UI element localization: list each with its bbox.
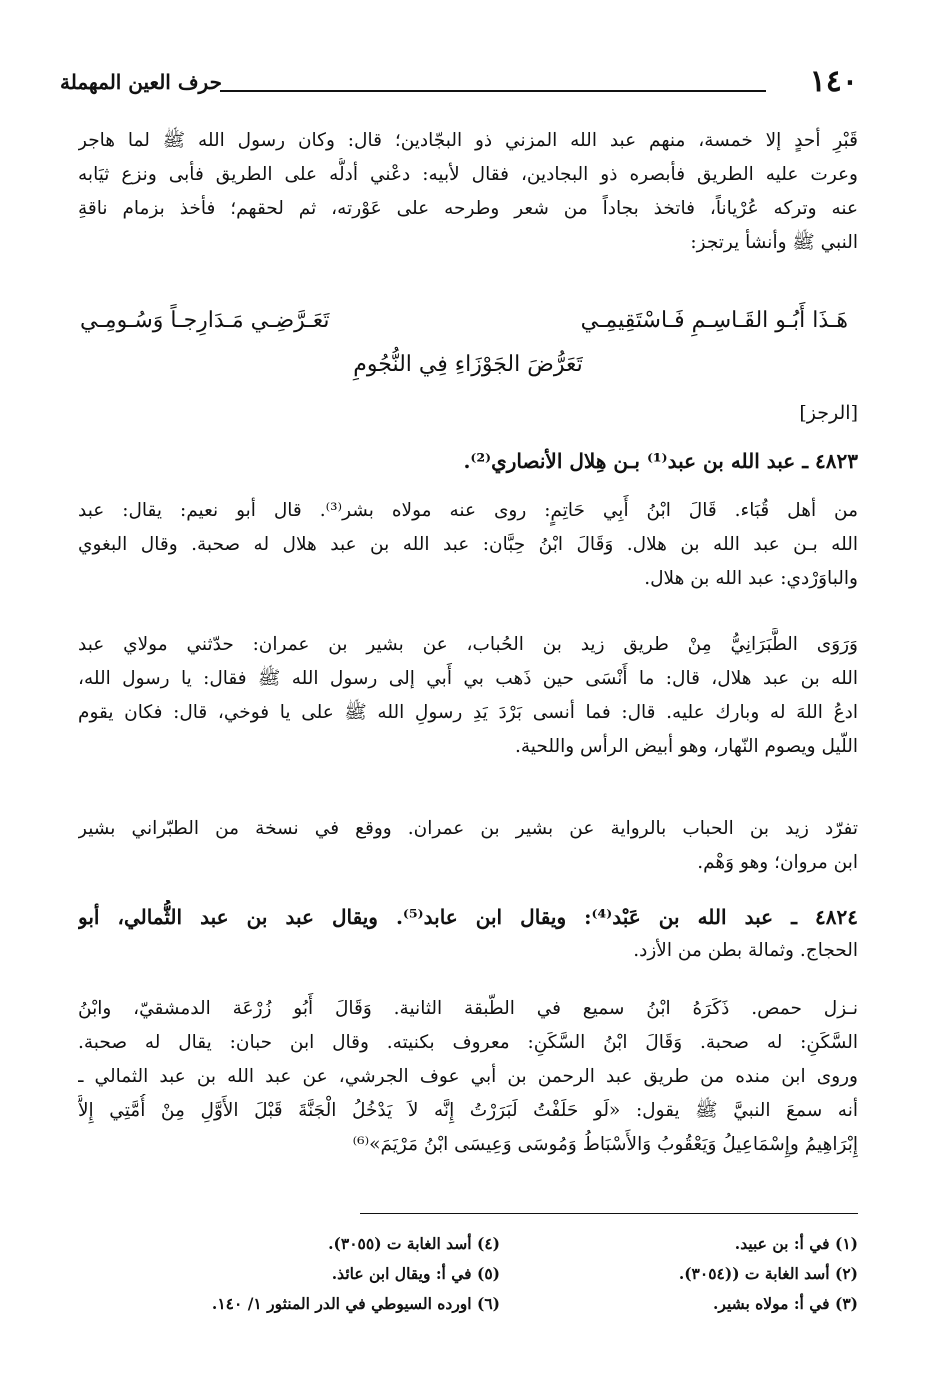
text-line: السَّكَنِ: له صحبة. وَقَالَ ابْنُ السَّكَنِ: معروف بكنيته. وقال ابن حبان: يقال له صحبة. <box>78 1032 858 1053</box>
text-line: أنه سمعَ النبيَّ ﷺ يقول: «لَو حَلَفْتُ لَبَرَرْتُ إِنَّه لاَ يَدْخُلُ الْجَنَّةَ قَبْلَ الأَوَّلِ مِنْ أُمَّتِي إِلاَّ <box>78 1100 858 1121</box>
text-line: الحجاج. وثمالة بطن من الأزد. <box>633 940 858 961</box>
text-line: والباوَرْدي: عبد الله بن هلال. <box>644 568 858 589</box>
footnote: (٥) في أ: ويقال ابن عائذ. <box>331 1264 500 1283</box>
text-line: وَرَوَى الطَّبَرَانِيُّ مِنْ طريق زيد بن الحُباب، عن بشير بن عمران: حدّثني مولاي عبد <box>78 634 858 655</box>
verse-hemistich: هَـذَا أَبُـو القَـاسِـمِ فَـاسْتَقِيمِـي <box>580 308 848 333</box>
entry-4824-paragraph <box>78 992 858 1162</box>
text-line: الله بن عبد هلال، قال: ما أَنْسَى حين ذَهب بي أَبي إلى رسول الله ﷺ فقال: يا رسول الله، <box>78 668 858 689</box>
footnote: (٦) اورده السيوطي في الدر المنثور ١/ ١٤٠. <box>211 1294 500 1313</box>
footnote: (٤) أسد الغابة ت (٣٠٥٥). <box>328 1234 500 1253</box>
text-line: قَبْرِ أحدٍ إلا خمسة، منهم عبد الله المزني ذو البجّادين؛ قال: وكان رسول الله ﷺ لما هاجر <box>78 130 858 151</box>
text-line: نـزل حمص. ذَكَرَهُ ابْنُ سميع في الطّبقة الثانية. وَقَالَ أَبُو زُرْعَة الدمشقيّ، وابْنُ <box>78 998 858 1019</box>
footnote: (٣) في أ: مولاه بشير. <box>713 1294 858 1313</box>
verse-hemistich: تَعَـرَّضِـي مَـدَارِجـاً وَسُـومِـي <box>80 308 330 333</box>
entry-4823-paragraph <box>78 628 858 764</box>
text-line: ادعُ اللهَ له وبارك عليه. قال: فما أنسى بَرْدَ يَدِ رسولِ الله ﷺ على يا فوخي، قال: فكان يقوم <box>78 702 858 723</box>
verse-meter: [الرجز] <box>799 402 858 424</box>
text-line: وعرت عليه الطريق فأبصره ذو البجادين، فقال لأبيه: دعْني أدلُّه على الطريق فأبى ونزع ثيَابه <box>78 164 858 185</box>
text-line: تفرّد زيد بن الحباب بالرواية عن بشير بن عمران. ووقع في نسخة من الطبّراني بشير <box>78 818 858 839</box>
page-header <box>60 64 858 108</box>
chapter-title: حرف العين المهملة <box>60 70 222 94</box>
entry-4823-paragraph <box>78 812 858 880</box>
text-line: عنه وتركه عُرْياناً، فاتخذ بجاداً من شعر وطرحه على عَوْرته، ثم لحقهم؛ فأخذ بزمام ناقةِ <box>78 198 858 219</box>
footnote: (١) في أ: بن عبيد. <box>734 1234 858 1253</box>
text-line: إِبْرَاهِيمُ وإِسْمَاعِيلُ وَيَعْقُوبُ وَالأَسْبَاطُ وَمُوسَى وَعِيسَى ابْنُ مَرْيَمَ»⁽⁶⁾ <box>352 1134 858 1155</box>
verse-hemistich: تَعَرُّضَ الجَوْزَاءِ فِي النُّجُومِ <box>353 352 583 377</box>
text-line: وروى ابن منده من طريق عبد الرحمن بن أبي عوف الجرشي، عن عبد الله بن عبد الثمالي ـ <box>78 1066 858 1087</box>
entry-4823-paragraph <box>78 494 858 596</box>
text-line: اللّيل ويصوم النّهار، وهو أبيض الرأس واللحية. <box>515 736 858 757</box>
text-line: من أهل قُبَاء. قَالَ ابْنُ أَبِي حَاتِمٍ: روى عنه مولاه بشر⁽³⁾. قال أبو نعيم: يقال: عبد <box>78 500 858 521</box>
entry-heading-4824 <box>78 900 858 968</box>
footnote-separator <box>360 1213 858 1214</box>
text-line: الله بـن عبد الله بن هلال. وَقَالَ ابْنُ حِبَّان: عبد الله بن عبد هلال له صحبة. وقال البغوي <box>78 534 858 555</box>
text-line: ابن مروان؛ وهو وَهْم. <box>697 852 858 873</box>
verse-line <box>80 308 848 352</box>
intro-paragraph <box>78 124 858 260</box>
text-line: ٤٨٢٤ ـ عبد الله بن عَبْد⁽⁴⁾: ويقال ابن عابد⁽⁵⁾. ويقال عبد بن عبد الثُّمالي، أبو <box>78 905 858 929</box>
header-rule <box>220 90 766 92</box>
footnote: (٢) أسد الغابة ت ((٣٠٥٤). <box>678 1264 858 1283</box>
entry-heading-4823: ٤٨٢٣ ـ عبد الله بن عبد⁽¹⁾ بـن هِلال الأنصاري⁽²⁾. <box>463 449 858 473</box>
page-number: ١٤٠ <box>809 64 858 99</box>
text-line: النبي ﷺ وأنشأ يرتجز: <box>690 232 858 253</box>
